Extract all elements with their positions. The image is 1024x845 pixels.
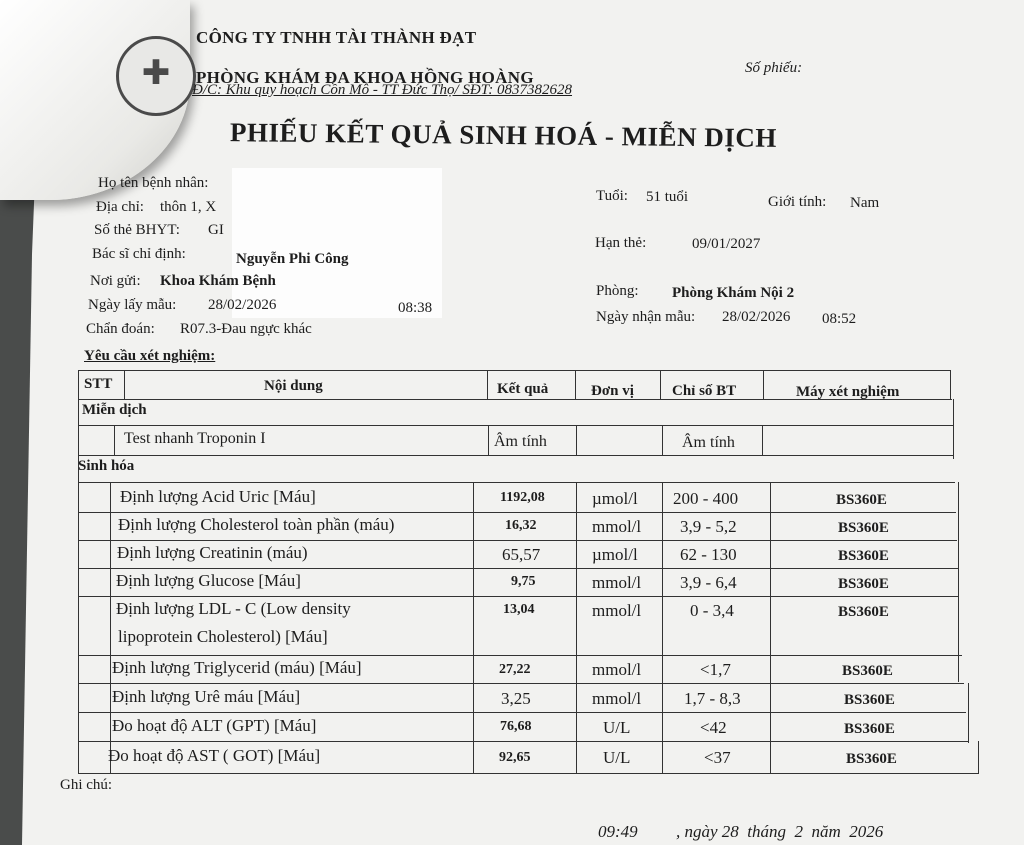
doctor-value: Nguyễn Phi Công	[236, 251, 349, 267]
table-row-test: Định lượng Glucose [Máu]	[116, 571, 301, 590]
table-row-unit: U/L	[603, 748, 631, 767]
table-row-machine: BS360E	[836, 492, 887, 508]
requests-label: Yêu cầu xét nghiệm:	[84, 348, 216, 364]
table-row-machine: BS360E	[838, 576, 889, 592]
table-row-unit: µmol/l	[592, 489, 638, 508]
table-row-unit: U/L	[603, 718, 631, 737]
insurance-label: Số thẻ BHYT:	[94, 222, 180, 238]
sample-date-value: 28/02/2026	[208, 297, 277, 313]
address-value: thôn 1, X	[160, 199, 217, 215]
table-row-unit: mmol/l	[592, 517, 642, 536]
received-time: 08:52	[822, 311, 857, 327]
diagnosis-value: R07.3-Đau ngực khác	[180, 321, 312, 337]
table-row-unit: mmol/l	[592, 689, 642, 708]
insurance-value: GI	[208, 222, 224, 238]
gender-value: Nam	[850, 195, 880, 211]
table-row-result: 1192,08	[500, 490, 545, 505]
table-row-machine: BS360E	[838, 520, 889, 536]
table-row-test: Định lượng Urê máu [Máu]	[112, 687, 301, 706]
table-row-reference: 0 - 3,4	[690, 601, 734, 620]
table-row-test: Định lượng Acid Uric [Máu]	[120, 487, 316, 506]
doctor-label: Bác sĩ chỉ định:	[92, 246, 186, 262]
table-row-unit: mmol/l	[592, 660, 642, 679]
group-immunology: Miễn dịch	[82, 402, 147, 418]
clinic-logo-icon: ✚	[116, 36, 196, 116]
table-row-result: 27,22	[499, 662, 531, 677]
col-header-stt: STT	[84, 376, 113, 392]
table-row-unit: µmol/l	[592, 545, 638, 564]
table-row-machine: BS360E	[846, 751, 897, 767]
table-row-test: Định lượng Creatinin (máu)	[117, 543, 308, 562]
table-row-reference: Âm tính	[682, 434, 735, 451]
sender-value: Khoa Khám Bệnh	[160, 273, 276, 289]
table-row-reference: 1,7 - 8,3	[684, 689, 741, 708]
clinic-name: PHÒNG KHÁM ĐA KHOA HỒNG HOÀNG	[196, 68, 534, 87]
table-row-result: 16,32	[505, 518, 537, 533]
age-value: 51 tuổi	[646, 189, 689, 205]
group-biochemistry: Sinh hóa	[78, 458, 135, 474]
sample-time: 08:38	[398, 300, 433, 316]
col-header-unit: Đơn vị	[591, 383, 634, 399]
form-number-label: Số phiếu:	[745, 60, 803, 76]
room-value: Phòng Khám Nội 2	[672, 285, 795, 301]
table-row-test: Định lượng Cholesterol toàn phần (máu)	[118, 515, 395, 534]
gender-label: Giới tính:	[768, 194, 827, 210]
table-row-test-line2: lipoprotein Cholesterol) [Máu]	[118, 627, 328, 646]
address-label: Địa chỉ:	[96, 199, 144, 215]
footer-date: , ngày 28 tháng 2 năm 2026	[676, 822, 884, 841]
table-row-result: 65,57	[502, 545, 541, 564]
received-label: Ngày nhận mẫu:	[596, 309, 696, 325]
table-row-machine: BS360E	[844, 692, 895, 708]
table-row-result: 3,25	[501, 689, 531, 708]
col-header-result: Kết quả	[497, 381, 549, 397]
clinic-address: Đ/C: Khu quy hoạch Cồn Mô - TT Đức Thọ/ SĐT: 0837382628	[192, 82, 573, 98]
notes-label: Ghi chú:	[60, 777, 113, 793]
table-row-result: Âm tính	[494, 433, 547, 450]
table-row-test: Đo hoạt độ ALT (GPT) [Máu]	[112, 716, 317, 735]
table-row-reference: 200 - 400	[673, 489, 739, 508]
table-row-reference: <1,7	[700, 660, 731, 679]
expiry-value: 09/01/2027	[692, 236, 761, 252]
table-row-machine: BS360E	[838, 548, 889, 564]
diagnosis-label: Chẩn đoán:	[86, 321, 155, 337]
sample-date-label: Ngày lấy mẫu:	[88, 297, 177, 313]
table-row-test: Test nhanh Troponin I	[124, 430, 266, 447]
redacted-area	[232, 168, 442, 318]
col-header-machine: Máy xét nghiệm	[796, 384, 900, 400]
table-row-result: 9,75	[511, 574, 536, 589]
table-row-result: 92,65	[499, 750, 531, 765]
received-date: 28/02/2026	[722, 309, 791, 325]
table-row-machine: BS360E	[844, 721, 895, 737]
table-row-unit: mmol/l	[592, 573, 642, 592]
table-row-reference: 3,9 - 6,4	[680, 573, 737, 592]
age-label: Tuổi:	[596, 188, 628, 204]
page-title: PHIẾU KẾT QUẢ SINH HOÁ - MIỄN DỊCH	[229, 117, 777, 153]
company-name: CÔNG TY TNHH TÀI THÀNH ĐẠT	[196, 28, 477, 47]
footer-time: 09:49	[598, 822, 638, 841]
table-row-machine: BS360E	[842, 663, 893, 679]
table-row-test: Định lượng LDL - C (Low density	[116, 599, 351, 618]
table-row-reference: 62 - 130	[680, 545, 737, 564]
table-row-unit: mmol/l	[592, 601, 642, 620]
table-row-reference: <37	[704, 748, 731, 767]
sender-label: Nơi gửi:	[90, 273, 141, 289]
col-header-reference: Chỉ số BT	[672, 383, 737, 399]
room-label: Phòng:	[596, 283, 639, 299]
col-header-content: Nội dung	[264, 378, 323, 394]
expiry-label: Hạn thẻ:	[595, 235, 647, 251]
table-row-test: Đo hoạt độ AST ( GOT) [Máu]	[108, 746, 321, 765]
table-row-result: 76,68	[500, 719, 532, 734]
table-row-test: Định lượng Triglycerid (máu) [Máu]	[112, 658, 362, 677]
table-row-machine: BS360E	[838, 604, 889, 620]
table-row-reference: <42	[700, 718, 727, 737]
table-row-result: 13,04	[503, 602, 535, 617]
table-row-reference: 3,9 - 5,2	[680, 517, 737, 536]
patient-name-label: Họ tên bệnh nhân:	[98, 175, 209, 191]
